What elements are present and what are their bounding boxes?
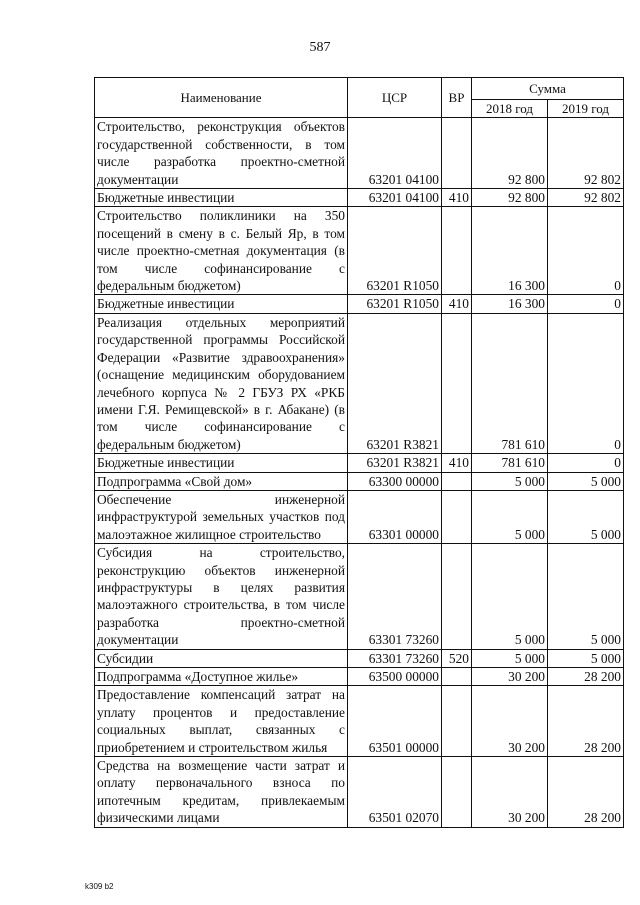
row-sum-2019: 5 000 [548, 472, 624, 490]
header-vr: ВР [442, 78, 472, 118]
table-row [95, 757, 624, 828]
row-name: Субсидии [95, 649, 348, 667]
table-row [95, 295, 624, 313]
row-csr: 63201 R3821 [348, 313, 442, 453]
table-row [95, 686, 624, 757]
row-vr: 520 [442, 649, 472, 667]
row-sum-2018: 5 000 [472, 544, 548, 649]
table-body [95, 118, 624, 827]
row-name: Субсидия на строительство, реконструкцию объектов инженерной инфраструктуры в целях развития малоэтажного строительства, в том числе разработка проектно-сметной документации [95, 544, 348, 649]
row-name: Бюджетные инвестиции [95, 189, 348, 207]
row-sum-2018: 16 300 [472, 207, 548, 295]
row-sum-2019: 0 [548, 295, 624, 313]
table-row [95, 490, 624, 543]
header-name: Наименование [95, 78, 348, 118]
row-sum-2018: 30 200 [472, 668, 548, 686]
row-csr: 63301 73260 [348, 544, 442, 649]
row-vr [442, 686, 472, 757]
row-sum-2019: 5 000 [548, 544, 624, 649]
table-row [95, 207, 624, 295]
budget-table [94, 77, 624, 828]
row-sum-2018: 781 610 [472, 454, 548, 472]
row-csr: 63201 R3821 [348, 454, 442, 472]
row-name: Строительство, реконструкция объектов государственной собственности, в том числе разработка проектно-сметной документации [95, 118, 348, 189]
row-name: Бюджетные инвестиции [95, 295, 348, 313]
row-csr: 63201 R1050 [348, 295, 442, 313]
page-number: 587 [309, 40, 331, 55]
row-name: Подпрограмма «Свой дом» [95, 472, 348, 490]
row-vr [442, 207, 472, 295]
table-header [95, 78, 624, 118]
row-vr [442, 313, 472, 453]
row-sum-2018: 30 200 [472, 686, 548, 757]
row-vr [442, 757, 472, 828]
table-row [95, 189, 624, 207]
row-csr: 63301 00000 [348, 490, 442, 543]
row-sum-2018: 92 800 [472, 118, 548, 189]
row-name: Средства на возмещение части затрат и оплату первоначального взноса по ипотечным кредитам, привлекаемым физическими лицами [95, 757, 348, 828]
row-sum-2019: 5 000 [548, 649, 624, 667]
row-csr: 63201 04100 [348, 118, 442, 189]
row-vr: 410 [442, 189, 472, 207]
row-sum-2018: 16 300 [472, 295, 548, 313]
table-row [95, 118, 624, 189]
row-name: Обеспечение инженерной инфраструктурой земельных участков под малоэтажное жилищное строительство [95, 490, 348, 543]
row-csr: 63501 00000 [348, 686, 442, 757]
row-sum-2019: 92 802 [548, 189, 624, 207]
row-csr: 63501 02070 [348, 757, 442, 828]
row-vr: 410 [442, 295, 472, 313]
row-name: Строительство поликлиники на 350 посещений в смену в с. Белый Яр, в том числе проектно-сметная документация (в том числе софинансирование с федеральным бюджетом) [95, 207, 348, 295]
table-row [95, 649, 624, 667]
table-row [95, 454, 624, 472]
row-vr [442, 668, 472, 686]
row-sum-2018: 92 800 [472, 189, 548, 207]
header-year-2019: 2019 год [548, 100, 624, 118]
row-sum-2018: 5 000 [472, 472, 548, 490]
row-sum-2019: 0 [548, 313, 624, 453]
row-sum-2018: 30 200 [472, 757, 548, 828]
row-name: Подпрограмма «Доступное жилье» [95, 668, 348, 686]
row-vr [442, 490, 472, 543]
row-sum-2019: 28 200 [548, 757, 624, 828]
row-vr [442, 118, 472, 189]
header-sum: Сумма [472, 78, 624, 100]
row-sum-2019: 28 200 [548, 686, 624, 757]
row-vr [442, 544, 472, 649]
table-row [95, 668, 624, 686]
row-name: Бюджетные инвестиции [95, 454, 348, 472]
table-row [95, 544, 624, 649]
row-vr [442, 472, 472, 490]
row-csr: 63300 00000 [348, 472, 442, 490]
row-sum-2019: 5 000 [548, 490, 624, 543]
row-sum-2018: 5 000 [472, 490, 548, 543]
row-sum-2019: 0 [548, 207, 624, 295]
row-name: Предоставление компенсаций затрат на уплату процентов и предоставление социальных выплат, связанных с приобретением и строительством жилья [95, 686, 348, 757]
row-csr: 63500 00000 [348, 668, 442, 686]
row-csr: 63201 R1050 [348, 207, 442, 295]
row-sum-2019: 28 200 [548, 668, 624, 686]
table-row [95, 313, 624, 453]
row-name: Реализация отдельных мероприятий государственной программы Российской Федерации «Развитие здравоохранения» (оснащение медицинским оборудованием лечебного корпуса № 2 ГБУЗ РХ «РКБ имени Г.Я. Ремищевской» в г. Абакане) (в том числе софинансирование с федеральным бюджетом) [95, 313, 348, 453]
row-vr: 410 [442, 454, 472, 472]
footer-code: k309 b2 [85, 882, 114, 891]
row-sum-2019: 92 802 [548, 118, 624, 189]
row-sum-2019: 0 [548, 454, 624, 472]
row-csr: 63201 04100 [348, 189, 442, 207]
row-sum-2018: 781 610 [472, 313, 548, 453]
table-row [95, 472, 624, 490]
header-year-2018: 2018 год [472, 100, 548, 118]
row-csr: 63301 73260 [348, 649, 442, 667]
header-csr: ЦСР [348, 78, 442, 118]
row-sum-2018: 5 000 [472, 649, 548, 667]
